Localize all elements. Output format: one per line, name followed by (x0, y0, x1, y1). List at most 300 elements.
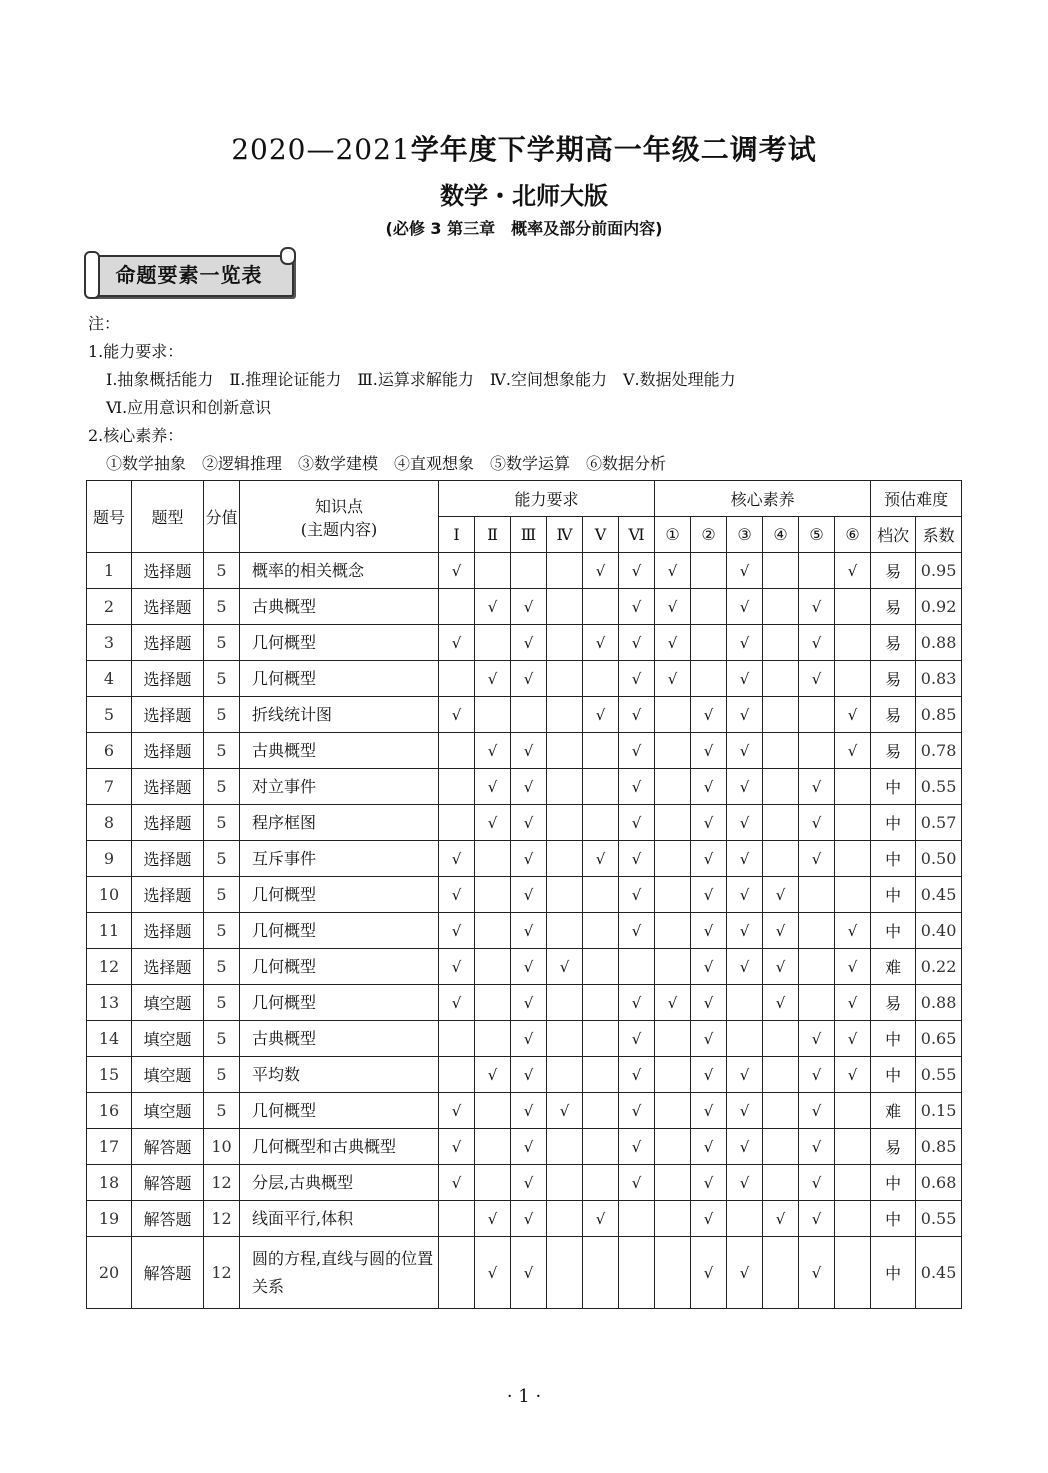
cell-ability-check: √ (511, 661, 547, 697)
cell-type: 选择题 (132, 913, 204, 949)
table-row (87, 697, 962, 733)
cell-core-check: √ (727, 733, 763, 769)
cell-ability-check (547, 589, 583, 625)
cell-coef: 0.45 (916, 877, 962, 913)
cell-ability-check (511, 553, 547, 589)
cell-score: 5 (204, 949, 240, 985)
cell-score: 10 (204, 1129, 240, 1165)
cell-core-check: √ (799, 805, 835, 841)
cell-core-check (655, 877, 691, 913)
cell-ability-check: √ (511, 589, 547, 625)
cell-core-check (727, 1201, 763, 1237)
cell-no: 1 (87, 553, 132, 589)
cell-core-check (763, 1057, 799, 1093)
cell-ability-check: √ (583, 553, 619, 589)
cell-ability-check (583, 1057, 619, 1093)
cell-core-check: √ (691, 949, 727, 985)
cell-ability-check: √ (511, 1129, 547, 1165)
cell-knowledge: 程序框图 (240, 805, 439, 841)
cell-level: 中 (871, 1201, 916, 1237)
cell-coef: 0.40 (916, 913, 962, 949)
header-ability-col: Ⅱ (475, 517, 511, 553)
cell-no: 16 (87, 1093, 132, 1129)
cell-ability-check (583, 589, 619, 625)
cell-core-check (763, 553, 799, 589)
cell-ability-check (547, 769, 583, 805)
cell-core-check: √ (727, 841, 763, 877)
cell-ability-check: √ (619, 1057, 655, 1093)
cell-core-check: √ (799, 1057, 835, 1093)
cell-core-check: √ (799, 769, 835, 805)
cell-ability-check (583, 1093, 619, 1129)
cell-no: 7 (87, 769, 132, 805)
cell-ability-check: √ (511, 1201, 547, 1237)
cell-no: 6 (87, 733, 132, 769)
cell-core-check (763, 841, 799, 877)
cell-core-check: √ (727, 1237, 763, 1309)
cell-knowledge: 几何概型和古典概型 (240, 1129, 439, 1165)
cell-knowledge: 分层,古典概型 (240, 1165, 439, 1201)
cell-ability-check: √ (619, 985, 655, 1021)
cell-core-check: √ (799, 1237, 835, 1309)
cell-ability-check: √ (511, 625, 547, 661)
cell-core-check (835, 1165, 871, 1201)
cell-ability-check (547, 733, 583, 769)
cell-no: 4 (87, 661, 132, 697)
cell-no: 12 (87, 949, 132, 985)
cell-core-check: √ (835, 697, 871, 733)
cell-core-check: √ (835, 1057, 871, 1093)
cell-core-check (655, 1165, 691, 1201)
cell-ability-check (547, 985, 583, 1021)
cell-ability-check: √ (439, 841, 475, 877)
cell-ability-check (475, 1021, 511, 1057)
cell-no: 8 (87, 805, 132, 841)
header-score: 分值 (204, 481, 240, 553)
cell-no: 17 (87, 1129, 132, 1165)
cell-ability-check: √ (619, 589, 655, 625)
table-row (87, 1093, 962, 1129)
cell-core-check: √ (763, 949, 799, 985)
cell-type: 解答题 (132, 1201, 204, 1237)
cell-core-check: √ (655, 625, 691, 661)
table-row (87, 625, 962, 661)
cell-core-check: √ (691, 697, 727, 733)
cell-ability-check (583, 1129, 619, 1165)
cell-core-check (835, 841, 871, 877)
cell-ability-check (439, 661, 475, 697)
cell-ability-check (583, 661, 619, 697)
cell-ability-check (475, 913, 511, 949)
cell-knowledge: 几何概型 (240, 913, 439, 949)
cell-ability-check: √ (619, 1021, 655, 1057)
cell-ability-check: √ (511, 1057, 547, 1093)
cell-level: 中 (871, 841, 916, 877)
cell-core-check (799, 733, 835, 769)
table-row (87, 733, 962, 769)
cell-core-check (763, 769, 799, 805)
cell-core-check (835, 1201, 871, 1237)
cell-type: 选择题 (132, 625, 204, 661)
cell-no: 19 (87, 1201, 132, 1237)
cell-ability-check (583, 769, 619, 805)
header-no: 题号 (87, 481, 132, 553)
cell-ability-check (547, 1237, 583, 1309)
cell-ability-check: √ (511, 769, 547, 805)
cell-core-check (763, 805, 799, 841)
table-row (87, 841, 962, 877)
cell-level: 难 (871, 1093, 916, 1129)
cell-core-check (763, 697, 799, 733)
table-row (87, 805, 962, 841)
cell-ability-check (547, 805, 583, 841)
cell-coef: 0.85 (916, 1129, 962, 1165)
cell-ability-check (583, 1021, 619, 1057)
cell-ability-check: √ (511, 733, 547, 769)
cell-core-check (691, 661, 727, 697)
cell-coef: 0.45 (916, 1237, 962, 1309)
cell-ability-check (547, 877, 583, 913)
cell-core-check: √ (727, 553, 763, 589)
cell-ability-check: √ (511, 949, 547, 985)
cell-ability-check: √ (511, 841, 547, 877)
banner-label: 命题要素一览表 (115, 263, 263, 287)
header-core-col: ④ (763, 517, 799, 553)
cell-core-check: √ (799, 1093, 835, 1129)
header-ability-col: Ⅰ (439, 517, 475, 553)
cell-core-check: √ (727, 589, 763, 625)
cell-ability-check (475, 553, 511, 589)
cell-level: 中 (871, 1057, 916, 1093)
cell-core-check: √ (835, 913, 871, 949)
core-line: ①数学抽象 ②逻辑推理 ③数学建模 ④直观想象 ⑤数学运算 ⑥数据分析 (106, 454, 667, 473)
cell-core-check (655, 1057, 691, 1093)
cell-level: 易 (871, 985, 916, 1021)
scope-note: (必修 3 第三章 概率及部分前面内容) (385, 219, 663, 238)
table-row (87, 913, 962, 949)
table-row (87, 553, 962, 589)
cell-knowledge: 几何概型 (240, 985, 439, 1021)
cell-ability-check: √ (475, 805, 511, 841)
cell-type: 选择题 (132, 553, 204, 589)
cell-core-check: √ (763, 985, 799, 1021)
cell-coef: 0.65 (916, 1021, 962, 1057)
cell-coef: 0.22 (916, 949, 962, 985)
cell-core-check (655, 805, 691, 841)
cell-core-check: √ (655, 985, 691, 1021)
cell-score: 5 (204, 805, 240, 841)
cell-core-check: √ (763, 1201, 799, 1237)
cell-ability-check: √ (619, 1093, 655, 1129)
cell-ability-check (475, 841, 511, 877)
cell-type: 选择题 (132, 661, 204, 697)
cell-core-check: √ (691, 985, 727, 1021)
cell-ability-check (619, 1237, 655, 1309)
cell-knowledge: 互斥事件 (240, 841, 439, 877)
cell-level: 中 (871, 877, 916, 913)
notes (88, 310, 736, 478)
cell-core-check: √ (691, 841, 727, 877)
cell-knowledge: 概率的相关概念 (240, 553, 439, 589)
cell-type: 选择题 (132, 841, 204, 877)
cell-type: 选择题 (132, 877, 204, 913)
cell-coef: 0.85 (916, 697, 962, 733)
cell-core-check: √ (727, 913, 763, 949)
cell-core-check (763, 1021, 799, 1057)
cell-ability-check: √ (439, 1129, 475, 1165)
cell-core-check: √ (727, 661, 763, 697)
cell-no: 14 (87, 1021, 132, 1057)
table-row (87, 769, 962, 805)
cell-core-check: √ (691, 805, 727, 841)
cell-type: 解答题 (132, 1237, 204, 1309)
cell-no: 2 (87, 589, 132, 625)
cell-core-check (763, 1165, 799, 1201)
cell-coef: 0.55 (916, 769, 962, 805)
notes-head: 注： (88, 314, 121, 333)
cell-ability-check (475, 1165, 511, 1201)
cell-level: 中 (871, 1237, 916, 1309)
cell-score: 5 (204, 877, 240, 913)
cell-ability-check (439, 733, 475, 769)
cell-ability-check: √ (439, 697, 475, 733)
cell-core-check: √ (691, 877, 727, 913)
cell-core-check (835, 1237, 871, 1309)
cell-ability-check (619, 1201, 655, 1237)
cell-ability-check (583, 877, 619, 913)
cell-ability-check: √ (619, 697, 655, 733)
cell-ability-check (439, 1237, 475, 1309)
cell-level: 易 (871, 553, 916, 589)
cell-ability-check (547, 625, 583, 661)
cell-ability-check: √ (583, 1201, 619, 1237)
core-title: 2.核心素养： (88, 426, 184, 445)
cell-ability-check: √ (475, 769, 511, 805)
cell-ability-check: √ (511, 985, 547, 1021)
cell-core-check (691, 625, 727, 661)
cell-type: 选择题 (132, 589, 204, 625)
cell-ability-check (439, 769, 475, 805)
cell-knowledge: 线面平行,体积 (240, 1201, 439, 1237)
cell-ability-check (439, 1057, 475, 1093)
cell-score: 5 (204, 841, 240, 877)
header-ability: 能力要求 (439, 481, 655, 517)
header-core-col: ① (655, 517, 691, 553)
cell-type: 选择题 (132, 697, 204, 733)
cell-no: 18 (87, 1165, 132, 1201)
cell-ability-check (583, 733, 619, 769)
cell-coef: 0.78 (916, 733, 962, 769)
cell-coef: 0.92 (916, 589, 962, 625)
cell-score: 5 (204, 1093, 240, 1129)
cell-core-check (835, 661, 871, 697)
cell-knowledge: 几何概型 (240, 1093, 439, 1129)
cell-score: 12 (204, 1201, 240, 1237)
cell-no: 9 (87, 841, 132, 877)
cell-ability-check: √ (619, 769, 655, 805)
cell-knowledge: 几何概型 (240, 661, 439, 697)
header-knowledge-line2: (主题内容) (300, 519, 378, 539)
cell-type: 选择题 (132, 733, 204, 769)
cell-ability-check (547, 913, 583, 949)
cell-core-check (799, 949, 835, 985)
table-body (87, 553, 962, 1309)
cell-core-check (655, 1201, 691, 1237)
cell-core-check: √ (691, 1021, 727, 1057)
cell-type: 解答题 (132, 1165, 204, 1201)
cell-no: 5 (87, 697, 132, 733)
title-text: 学年度下学期高一年级二调考试 (410, 133, 817, 166)
table-row (87, 589, 962, 625)
cell-no: 15 (87, 1057, 132, 1093)
cell-core-check: √ (763, 913, 799, 949)
subtitle: 数学・北师大版 (440, 182, 608, 210)
cell-core-check: √ (835, 1021, 871, 1057)
cell-ability-check (583, 1237, 619, 1309)
cell-core-check (799, 553, 835, 589)
cell-core-check: √ (727, 805, 763, 841)
cell-ability-check (547, 1201, 583, 1237)
cell-score: 5 (204, 661, 240, 697)
header-core-col: ⑤ (799, 517, 835, 553)
title-year: 2020—2021 (231, 133, 411, 166)
cell-core-check (655, 913, 691, 949)
table-row (87, 985, 962, 1021)
cell-knowledge: 圆的方程,直线与圆的位置关系 (240, 1237, 439, 1309)
proposition-table (86, 480, 962, 1309)
cell-core-check: √ (799, 625, 835, 661)
cell-ability-check (439, 1021, 475, 1057)
table-row (87, 1165, 962, 1201)
cell-ability-check: √ (475, 1201, 511, 1237)
cell-type: 解答题 (132, 1129, 204, 1165)
cell-core-check: √ (691, 1165, 727, 1201)
cell-core-check: √ (691, 1093, 727, 1129)
cell-core-check (655, 1021, 691, 1057)
header-ability-col: Ⅵ (619, 517, 655, 553)
cell-type: 填空题 (132, 1093, 204, 1129)
cell-coef: 0.68 (916, 1165, 962, 1201)
cell-level: 易 (871, 697, 916, 733)
cell-core-check (655, 949, 691, 985)
cell-core-check: √ (691, 913, 727, 949)
table-row (87, 661, 962, 697)
cell-core-check (655, 841, 691, 877)
cell-ability-check (439, 1201, 475, 1237)
cell-core-check (763, 625, 799, 661)
header-core: 核心素养 (655, 481, 871, 517)
cell-core-check (799, 877, 835, 913)
cell-core-check (655, 1237, 691, 1309)
cell-core-check (835, 805, 871, 841)
cell-ability-check: √ (439, 553, 475, 589)
cell-no: 3 (87, 625, 132, 661)
cell-ability-check (619, 949, 655, 985)
cell-level: 易 (871, 733, 916, 769)
cell-knowledge: 几何概型 (240, 877, 439, 913)
cell-ability-check (511, 697, 547, 733)
cell-score: 5 (204, 625, 240, 661)
cell-score: 12 (204, 1165, 240, 1201)
cell-ability-check (583, 1165, 619, 1201)
cell-core-check: √ (691, 1201, 727, 1237)
header-ability-col: Ⅴ (583, 517, 619, 553)
cell-ability-check: √ (475, 1237, 511, 1309)
cell-ability-check (547, 1057, 583, 1093)
cell-ability-check: √ (583, 841, 619, 877)
cell-ability-check: √ (619, 913, 655, 949)
cell-core-check: √ (727, 769, 763, 805)
cell-score: 5 (204, 1021, 240, 1057)
cell-core-check (691, 589, 727, 625)
cell-coef: 0.88 (916, 985, 962, 1021)
cell-core-check (835, 1129, 871, 1165)
cell-type: 选择题 (132, 805, 204, 841)
cell-ability-check (475, 1093, 511, 1129)
cell-core-check (835, 1093, 871, 1129)
cell-coef: 0.83 (916, 661, 962, 697)
cell-ability-check: √ (619, 733, 655, 769)
cell-core-check: √ (799, 1129, 835, 1165)
cell-no: 13 (87, 985, 132, 1021)
ability-line-1: Ⅰ.抽象概括能力 Ⅱ.推理论证能力 Ⅲ.运算求解能力 Ⅳ.空间想象能力 Ⅴ.数据处理能力 (106, 370, 736, 389)
cell-ability-check (475, 877, 511, 913)
cell-ability-check (547, 661, 583, 697)
cell-coef: 0.15 (916, 1093, 962, 1129)
cell-ability-check (475, 1129, 511, 1165)
cell-level: 中 (871, 805, 916, 841)
cell-ability-check: √ (439, 985, 475, 1021)
header-level: 档次 (871, 517, 916, 553)
header-coef: 系数 (916, 517, 962, 553)
cell-ability-check: √ (583, 697, 619, 733)
table-row (87, 1057, 962, 1093)
cell-ability-check: √ (583, 625, 619, 661)
cell-type: 选择题 (132, 769, 204, 805)
header-difficulty: 预估难度 (871, 481, 962, 517)
page-title (0, 128, 1048, 168)
cell-ability-check: √ (439, 913, 475, 949)
cell-ability-check: √ (619, 877, 655, 913)
cell-level: 难 (871, 949, 916, 985)
cell-core-check: √ (799, 841, 835, 877)
cell-knowledge: 对立事件 (240, 769, 439, 805)
page-number: · 1 · (506, 1386, 542, 1407)
cell-core-check: √ (763, 877, 799, 913)
cell-ability-check: √ (619, 841, 655, 877)
cell-ability-check: √ (547, 1093, 583, 1129)
cell-ability-check (439, 589, 475, 625)
cell-core-check: √ (691, 1237, 727, 1309)
cell-ability-check (547, 553, 583, 589)
cell-core-check: √ (691, 733, 727, 769)
cell-ability-check (547, 697, 583, 733)
cell-core-check (763, 1129, 799, 1165)
cell-core-check (727, 1021, 763, 1057)
table-row (87, 949, 962, 985)
cell-knowledge: 平均数 (240, 1057, 439, 1093)
cell-knowledge: 几何概型 (240, 949, 439, 985)
cell-core-check (799, 985, 835, 1021)
cell-ability-check: √ (511, 1093, 547, 1129)
cell-core-check: √ (727, 1093, 763, 1129)
cell-core-check: √ (799, 661, 835, 697)
cell-score: 5 (204, 697, 240, 733)
cell-ability-check: √ (439, 877, 475, 913)
cell-type: 填空题 (132, 985, 204, 1021)
cell-core-check (655, 1093, 691, 1129)
ability-title: 1.能力要求： (88, 342, 184, 361)
